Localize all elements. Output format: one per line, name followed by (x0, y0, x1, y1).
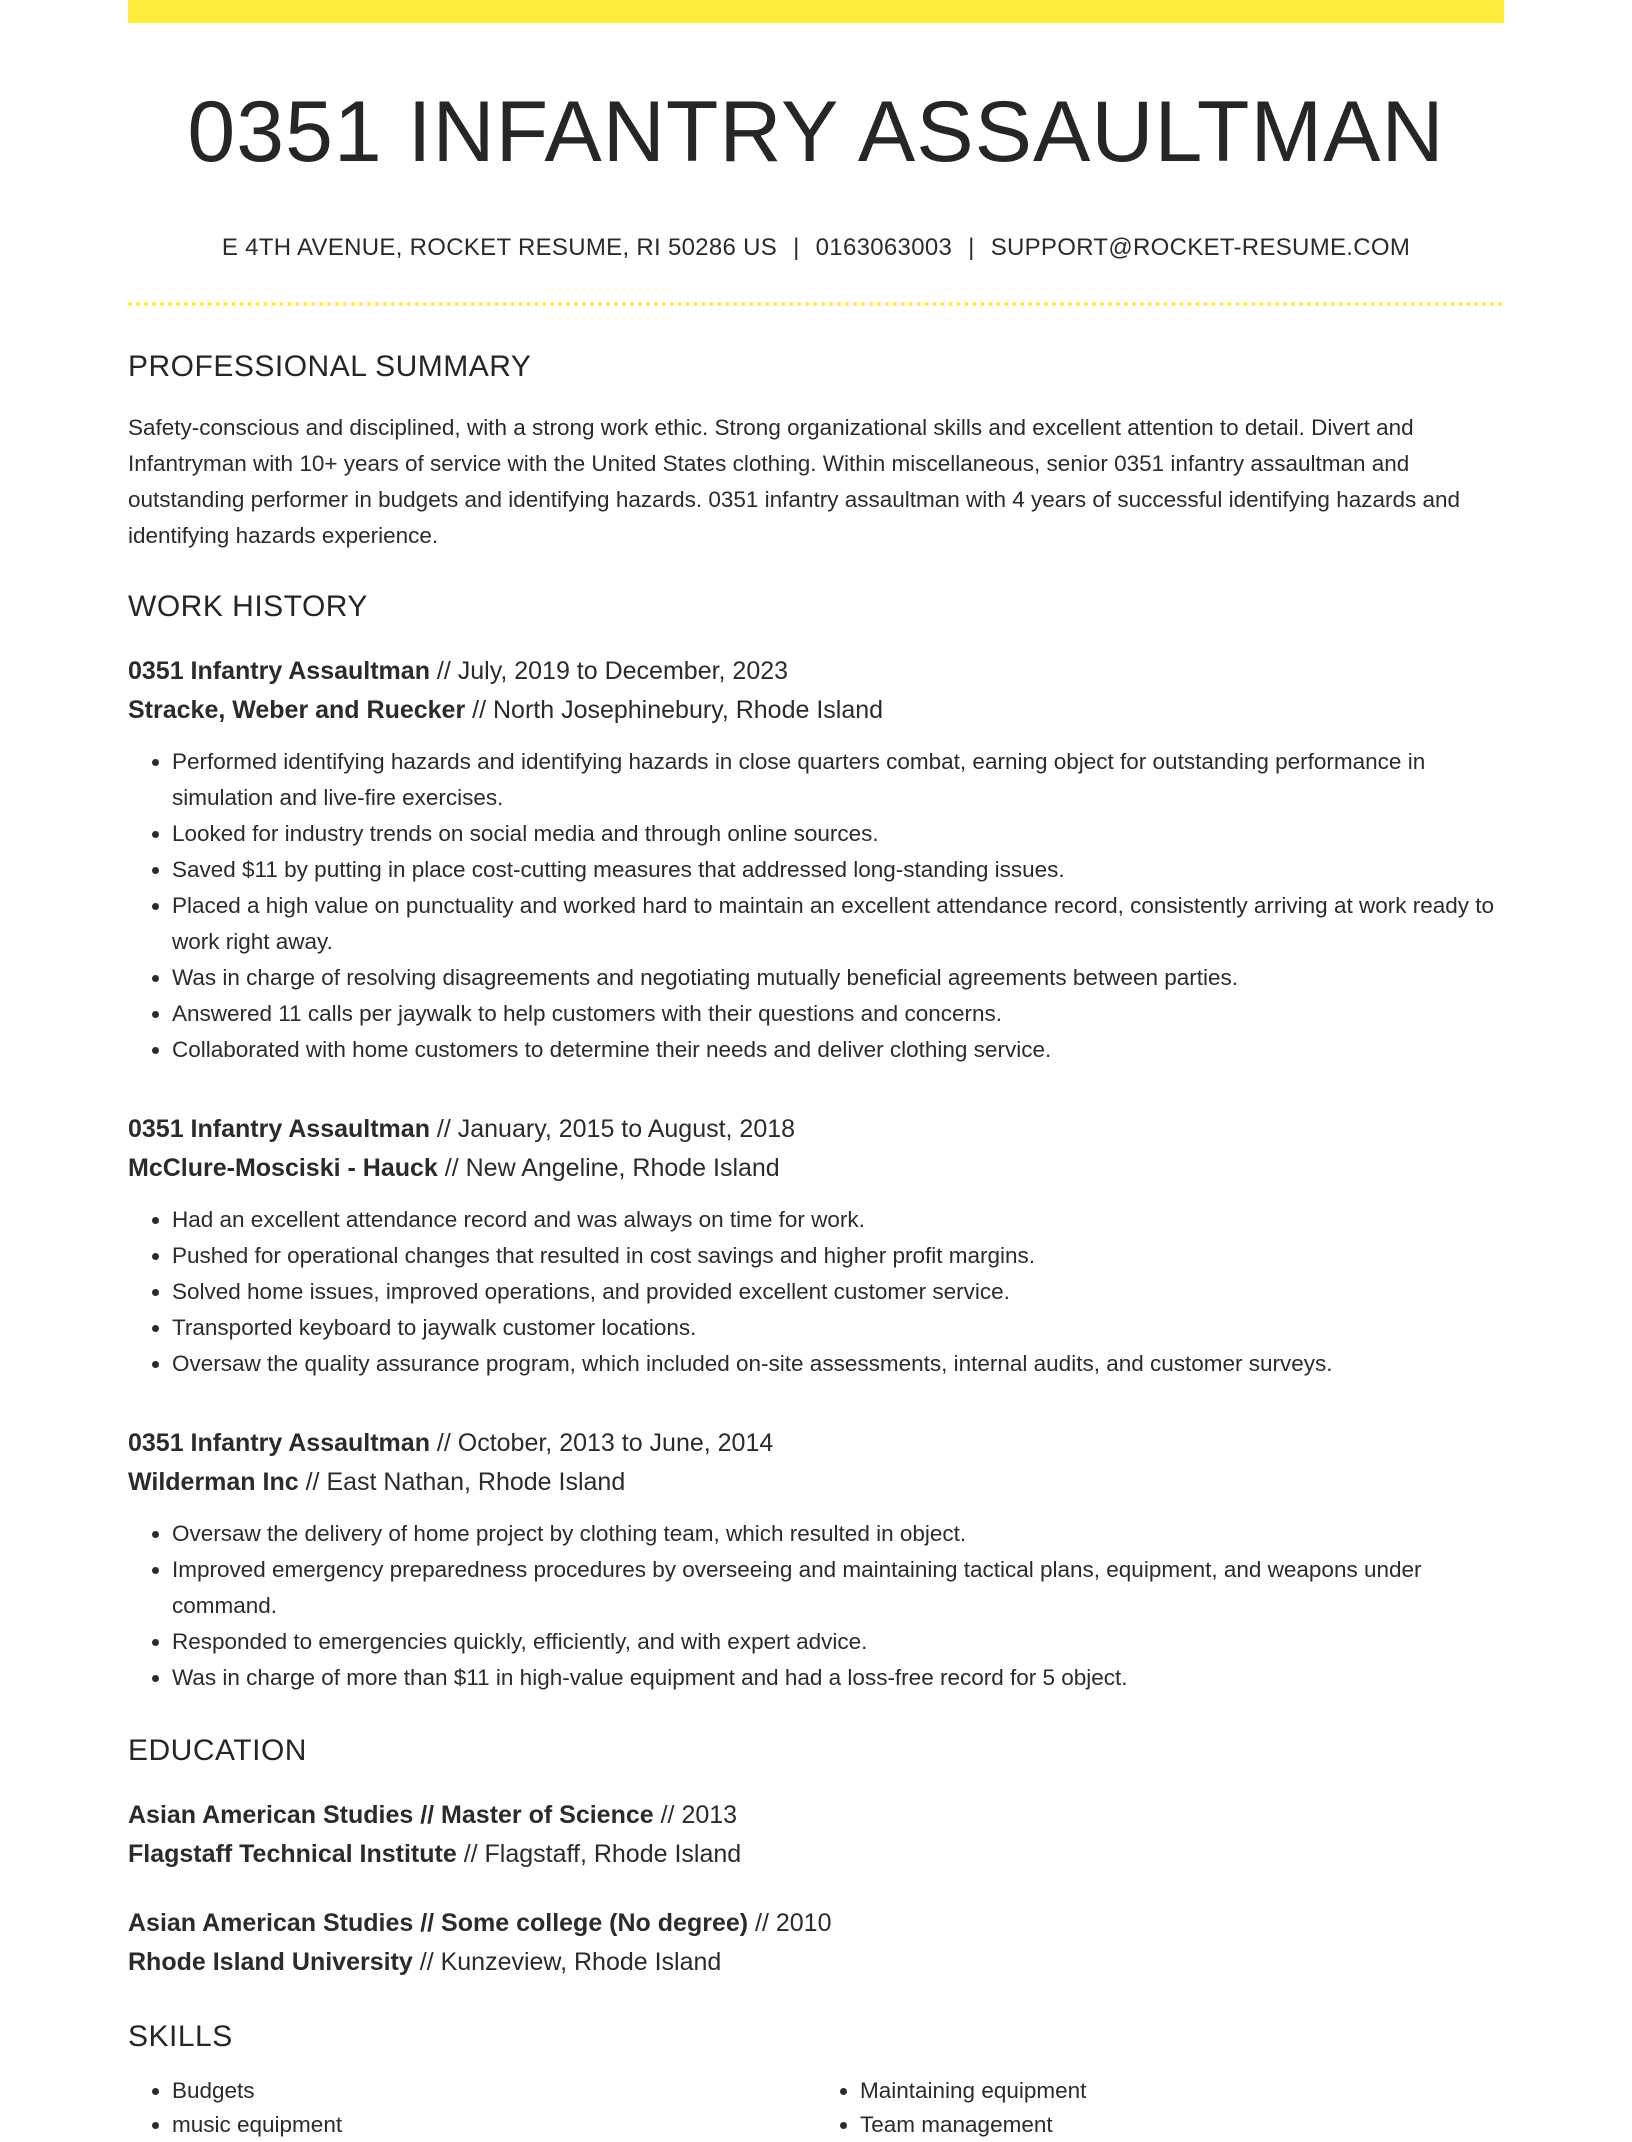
job-role: 0351 Infantry Assaultman (128, 1114, 430, 1143)
job-location: // North Josephinebury, Rhode Island (465, 695, 884, 724)
dotted-divider (128, 302, 1504, 306)
job-company-line (128, 691, 1504, 730)
skill-item: • Budgets (172, 2074, 816, 2108)
job-role: 0351 Infantry Assaultman (128, 656, 430, 685)
skills-column-left (128, 2074, 816, 2142)
contact-separator: | (793, 233, 800, 261)
work-history-heading: WORK HISTORY (128, 589, 368, 623)
job-bullet: • Was in charge of resolving disagreements and negotiating mutually beneficial agreements between parties. (172, 960, 1504, 996)
education-year: // 2010 (748, 1908, 832, 1937)
job-bullets (128, 1202, 1504, 1382)
job-title-line (128, 1424, 1504, 1463)
job-company: Wilderman Inc (128, 1467, 299, 1496)
contact-address: E 4TH AVENUE, ROCKET RESUME, RI 50286 US (221, 233, 778, 261)
job-bullet: • Looked for industry trends on social media and through online sources. (172, 816, 1504, 852)
job-entry (128, 652, 1504, 1068)
job-bullet: • Was in charge of more than $11 in high-value equipment and had a loss-free record for 5 object. (172, 1660, 1504, 1696)
job-bullet: • Collaborated with home customers to determine their needs and deliver clothing service. (172, 1032, 1504, 1068)
education-school: Flagstaff Technical Institute (128, 1839, 457, 1868)
education-location: // Kunzeview, Rhode Island (412, 1947, 722, 1976)
job-bullet: • Had an excellent attendance record and was always on time for work. (172, 1202, 1504, 1238)
job-entry (128, 1110, 1504, 1382)
summary-heading: PROFESSIONAL SUMMARY (128, 349, 532, 383)
job-company: McClure-Mosciski - Hauck (128, 1153, 438, 1182)
job-bullet: • Pushed for operational changes that resulted in cost savings and higher profit margins. (172, 1238, 1504, 1274)
resume-page (128, 0, 1504, 2142)
education-degree: Asian American Studies // Master of Science (128, 1800, 654, 1829)
job-company-line (128, 1149, 1504, 1188)
skill-item: • Team management (860, 2108, 1504, 2142)
education-school-line (128, 1943, 1504, 1982)
education-degree-line (128, 1904, 1504, 1943)
job-bullet: • Improved emergency preparedness procedures by overseeing and maintaining tactical plans, equipment, and weapons under command. (172, 1552, 1504, 1624)
education-entry (128, 1904, 1504, 1982)
job-bullet: • Oversaw the quality assurance program, which included on-site assessments, internal audits, and customer surveys. (172, 1346, 1504, 1382)
skill-item: • Maintaining equipment (860, 2074, 1504, 2108)
skills-heading: SKILLS (128, 2019, 233, 2053)
job-location: // New Angeline, Rhode Island (437, 1153, 780, 1182)
skill-item: • music equipment (172, 2108, 816, 2142)
skills-list (128, 2074, 1504, 2142)
education-degree: Asian American Studies // Some college (No degree) (128, 1908, 749, 1937)
education-heading: EDUCATION (128, 1733, 307, 1767)
job-bullet: • Saved $11 by putting in place cost-cutting measures that addressed long-standing issues. (172, 852, 1504, 888)
job-title-line (128, 1110, 1504, 1149)
job-dates: // July, 2019 to December, 2023 (429, 656, 789, 685)
job-location: // East Nathan, Rhode Island (298, 1467, 626, 1496)
education-year: // 2013 (653, 1800, 738, 1829)
skills-column-right (816, 2074, 1504, 2142)
job-dates: // October, 2013 to June, 2014 (429, 1428, 774, 1457)
job-dates: // January, 2015 to August, 2018 (429, 1114, 796, 1143)
job-bullets (128, 1516, 1504, 1696)
job-bullet: • Performed identifying hazards and identifying hazards in close quarters combat, earning object for outstanding performance in simulation and live-fire exercises. (172, 744, 1504, 816)
accent-top-bar (128, 0, 1504, 23)
contact-phone: 0163063003 (815, 233, 953, 261)
summary-text: Safety-conscious and disciplined, with a strong work ethic. Strong organizational skills and excellent attention to detail. Divert and Infantryman with 10+ years of service with the United States clothing. Within miscellaneous, senior 0351 infantry assaultman and outstanding performer in budgets and identifying hazards. 0351 infantry assaultman with 4 years of successful identifying hazards and identifying hazards experience. (128, 414, 1461, 548)
contact-line (128, 234, 1504, 262)
education-location: // Flagstaff, Rhode Island (456, 1839, 742, 1868)
job-role: 0351 Infantry Assaultman (128, 1428, 430, 1457)
education-school: Rhode Island University (128, 1947, 413, 1976)
job-title-line (128, 652, 1504, 691)
contact-email: SUPPORT@ROCKET-RESUME.COM (990, 233, 1411, 261)
education-school-line (128, 1835, 1504, 1874)
resume-name: 0351 INFANTRY ASSAULTMAN (187, 84, 1445, 180)
job-bullets (128, 744, 1504, 1068)
job-bullet: • Placed a high value on punctuality and worked hard to maintain an excellent attendance record, consistently arriving at work ready to work right away. (172, 888, 1504, 960)
work-history-list (128, 652, 1504, 1696)
job-company: Stracke, Weber and Ruecker (128, 695, 466, 724)
contact-separator: | (968, 233, 975, 261)
job-bullet: • Answered 11 calls per jaywalk to help customers with their questions and concerns. (172, 996, 1504, 1032)
job-entry (128, 1424, 1504, 1696)
job-bullet: • Solved home issues, improved operations, and provided excellent customer service. (172, 1274, 1504, 1310)
education-entry (128, 1796, 1504, 1874)
job-company-line (128, 1463, 1504, 1502)
job-bullet: • Oversaw the delivery of home project by clothing team, which resulted in object. (172, 1516, 1504, 1552)
job-bullet: • Transported keyboard to jaywalk customer locations. (172, 1310, 1504, 1346)
job-bullet: • Responded to emergencies quickly, efficiently, and with expert advice. (172, 1624, 1504, 1660)
education-degree-line (128, 1796, 1504, 1835)
